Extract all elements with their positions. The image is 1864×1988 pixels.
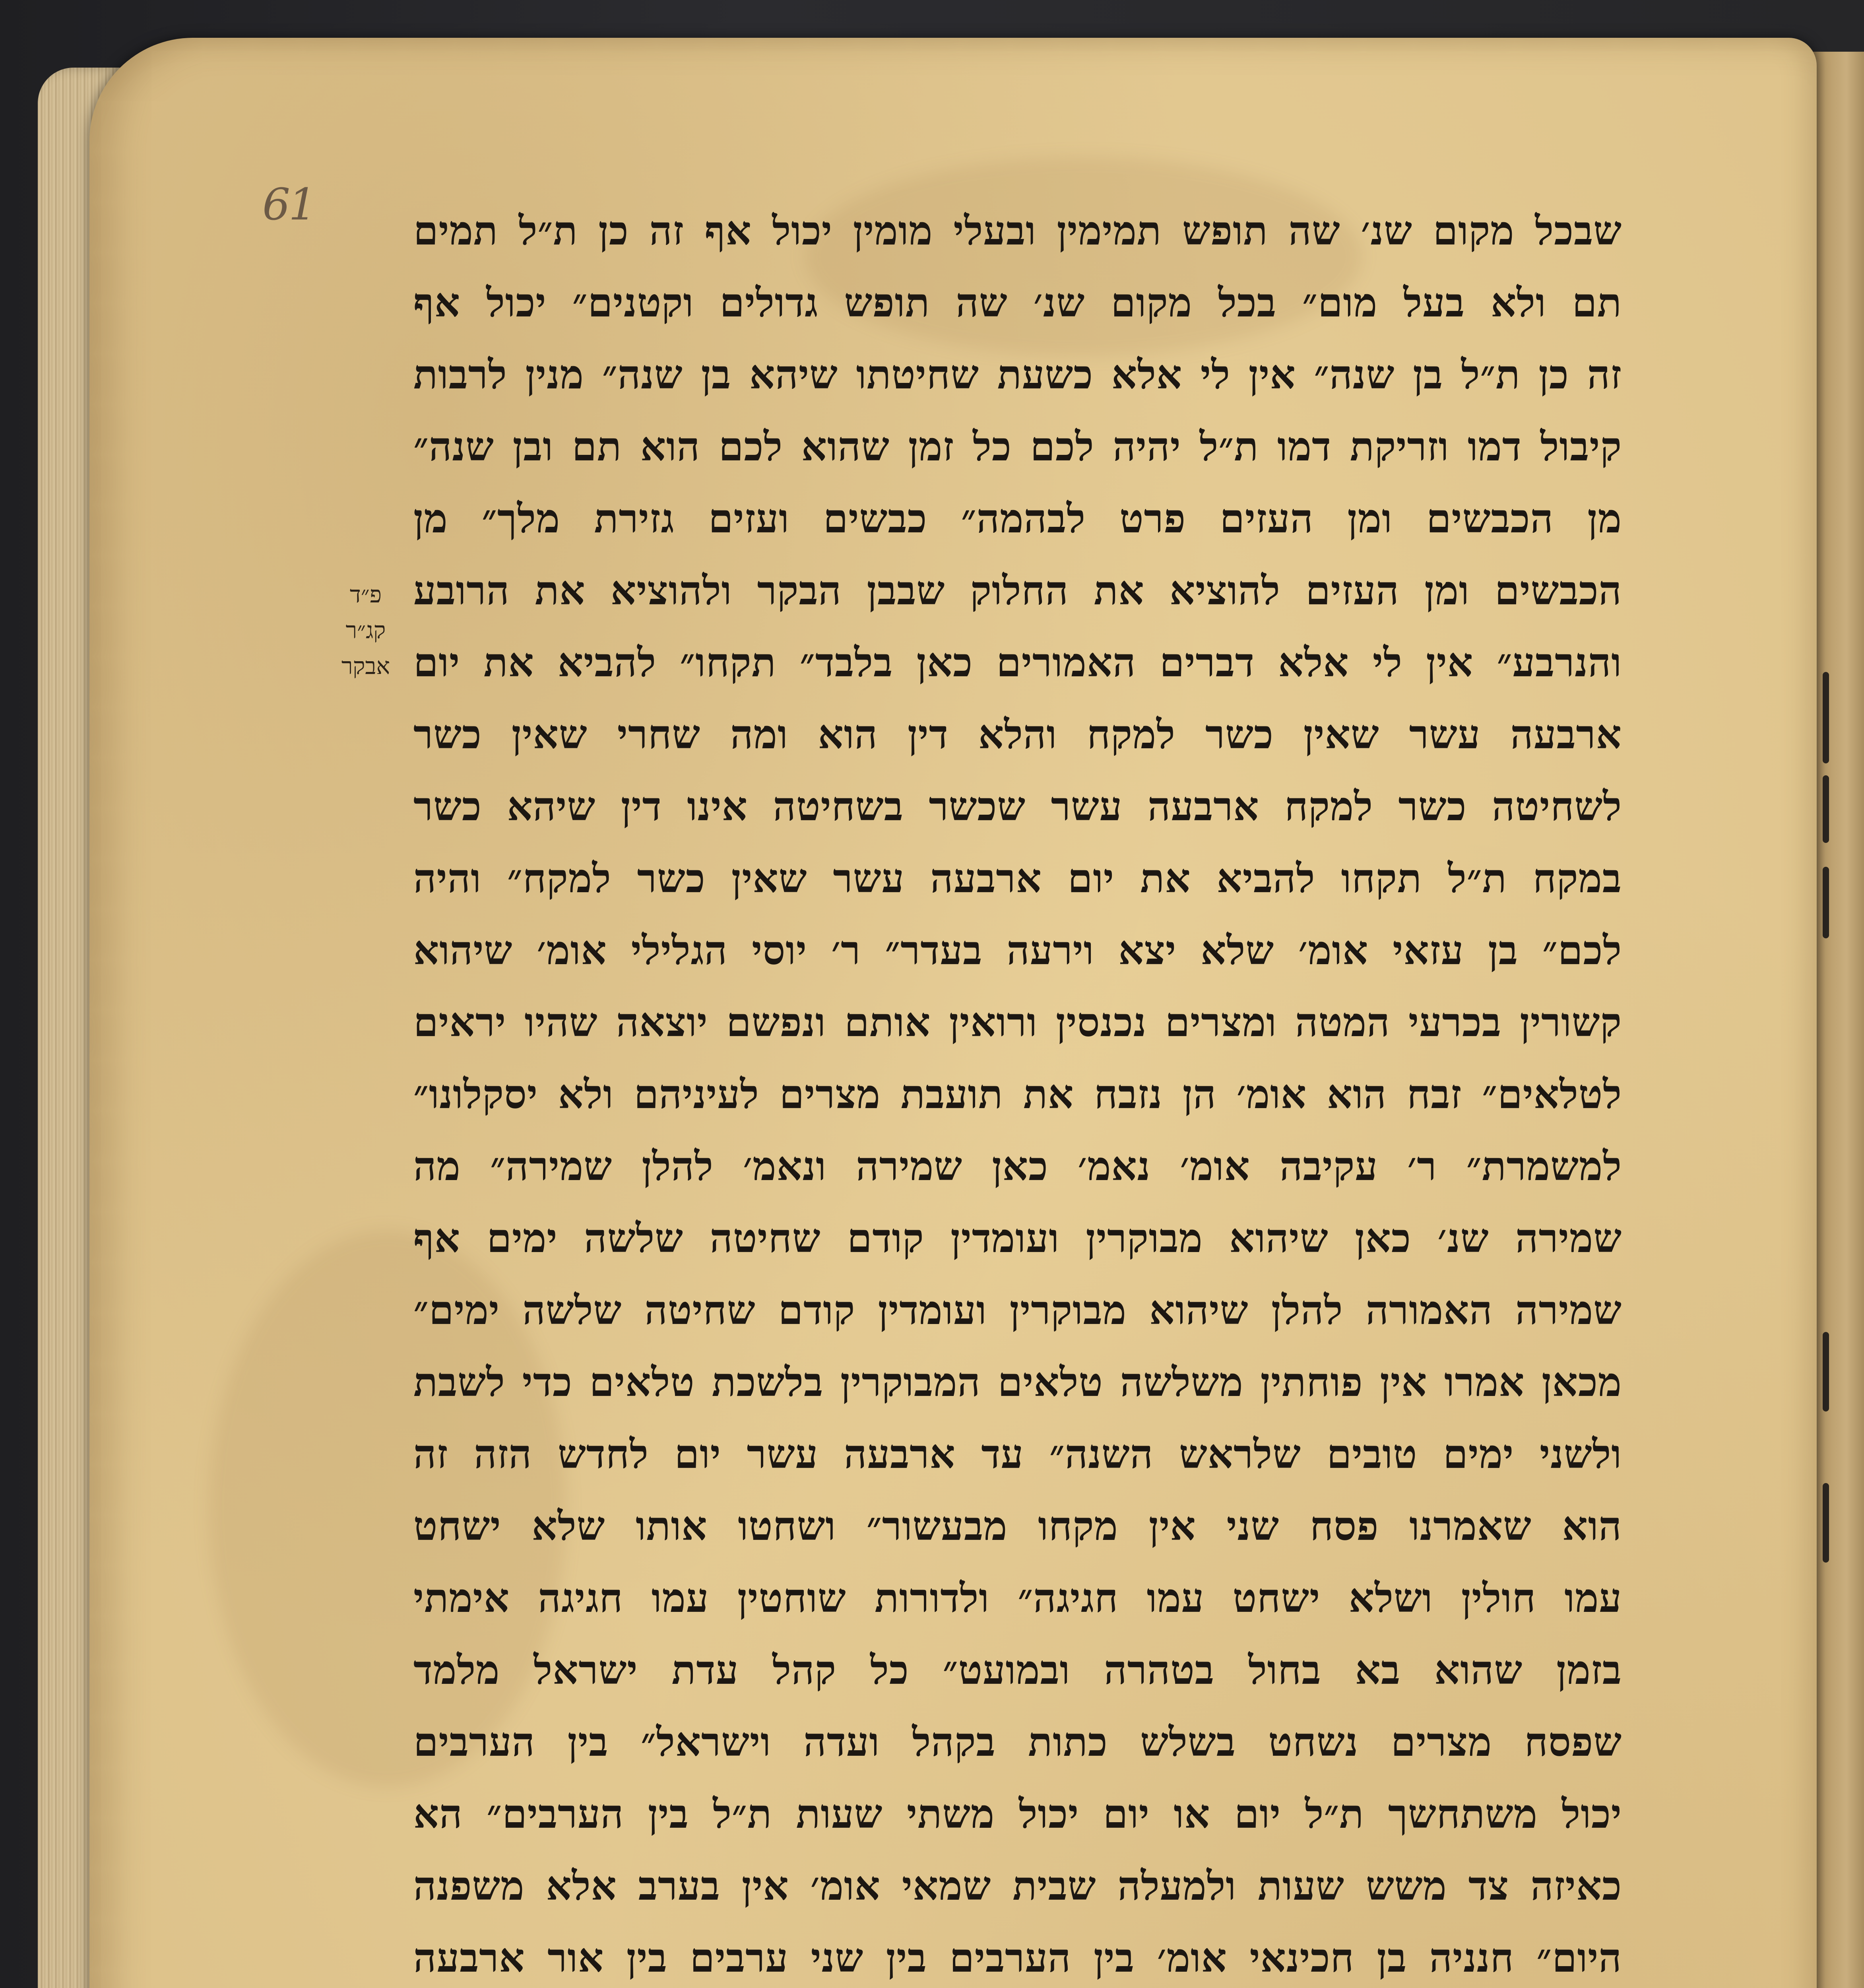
text-line: לכם״ בן עזאי אומ׳ שלא יצא וירעה בעדר״ ר׳ יוסי הגלילי אומ׳ שיהוא (413, 927, 1622, 974)
folio-number: 61 (262, 179, 315, 230)
text-line: ולשני ימים טובים שלראש השנה״ עד ארבעה עשר יום לחדש הזה זה (413, 1431, 1622, 1477)
ink-mark (1823, 1332, 1829, 1411)
text-line: מכאן אמרו אין פוחתין משלשה טלאים המבוקרין בלשכת טלאים כדי לשבת (413, 1359, 1622, 1406)
text-line: יכול משתחשך ת״ל יום או יום יכול משתי שעות ת״ל בין הערבים״ הא (413, 1790, 1622, 1837)
text-line: שבכל מקום שנ׳ שה תופש תמימין ובעלי מומין יכול אף זה כן ת״ל תמים (413, 207, 1622, 254)
text-line: קשורין בכרעי המטה ומצרים נכנסין ורואין אותם ונפשם יוצאה שהיו יראים (413, 999, 1622, 1046)
text-line: היום״ חנניה בן חכינאי אומ׳ בין הערבים בין שני ערבים בין אור ארבעה (413, 1934, 1622, 1981)
marginal-note-line: פ״ד (349, 581, 382, 608)
text-line: תם ולא בעל מום״ בכל מקום שנ׳ שה תופש גדולים וקטנים״ יכול אף (413, 279, 1622, 326)
ink-mark (1823, 775, 1829, 843)
text-line: למשמרת״ ר׳ עקיבה אומ׳ נאמ׳ כאן שמירה ונאמ׳ להלן שמירה״ מה (413, 1143, 1622, 1190)
text-line: כאיזה צד משש שעות ולמעלה שבית שמאי אומ׳ אין בערב אלא משפנה (413, 1862, 1622, 1909)
text-line: לטלאים״ זבח הוא אומ׳ הן נזבח את תועבת מצרים לעיניהם ולא יסקלונו״ (413, 1071, 1622, 1118)
text-line: הוא שאמרנו פסח שני אין מקחו מבעשור״ ושחטו אותו שלא ישחט (413, 1503, 1622, 1549)
text-line: במקח ת״ל תקחו להביא את יום ארבעה עשר שאין כשר למקח״ והיה (413, 855, 1622, 902)
marginal-note (306, 577, 425, 684)
text-line: והנרבע״ אין לי אלא דברים האמורים כאן בלבד״ תקחו״ להביא את יום (413, 639, 1622, 686)
text-line: קיבול דמו וזריקת דמו ת״ל יהיה לכם כל זמן שהוא לכם הוא תם ובן שנה״ (413, 423, 1622, 470)
text-line: הכבשים ומן העזים להוציא את החלוק שבבן הבקר ולהוציא את הרובע (413, 567, 1622, 614)
text-line: בזמן שהוא בא בחול בטהרה ובמועט״ כל קהל עדת ישראל מלמד (413, 1646, 1622, 1693)
ink-mark (1823, 867, 1829, 938)
text-line: עמו חולין ושלא ישחט עמו חגיגה״ ולדורות שוחטין עמו חגיגה אימתי (413, 1574, 1622, 1621)
text-line: זה כן ת״ל בן שנה״ אין לי אלא כשעת שחיטתו שיהא בן שנה״ מנין לרבות (413, 351, 1622, 398)
text-line: שפסח מצרים נשחט בשלש כתות בקהל ועדה וישראל״ בין הערבים (413, 1718, 1622, 1765)
text-line: ארבעה עשר שאין כשר למקח והלא דין הוא ומה שחרי שאין כשר (413, 711, 1622, 758)
text-line: לשחיטה כשר למקח ארבעה עשר שכשר בשחיטה אינו דין שיהא כשר (413, 783, 1622, 830)
marginal-note-line: אבקר (341, 652, 390, 679)
marginal-note-line: קג״ר (345, 617, 386, 644)
ink-mark (1823, 672, 1829, 763)
text-line: שמירה האמורה להלן שיהוא מבוקרין ועומדין קודם שחיטה שלשה ימים״ (413, 1287, 1622, 1334)
ink-mark (1823, 1483, 1829, 1563)
text-line: שמירה שנ׳ כאן שיהוא מבוקרין ועומדין קודם שחיטה שלשה ימים אף (413, 1215, 1622, 1262)
hebrew-text-block (413, 195, 1622, 1988)
text-line: מן הכבשים ומן העזים פרט לבהמה״ כבשים ועזים גזירת מלך״ מן (413, 495, 1622, 542)
